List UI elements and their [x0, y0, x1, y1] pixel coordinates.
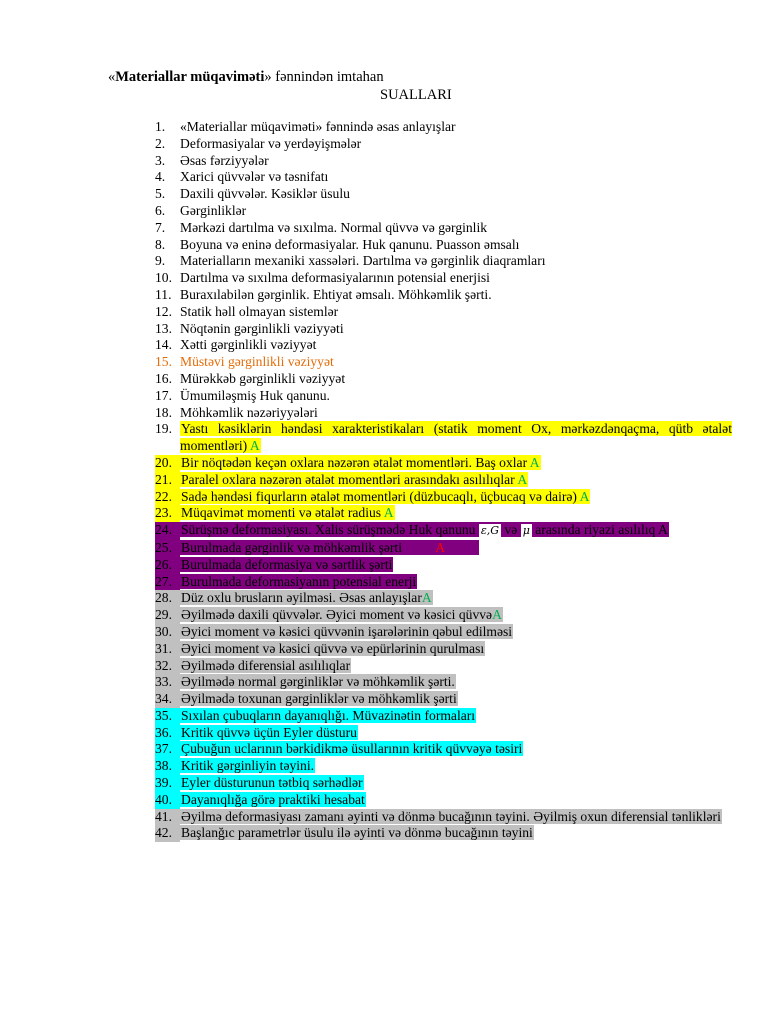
- question-text: Buraxılabilən gərginlik. Ehtiyat əmsalı. Möhkəmlik şərti.: [180, 286, 492, 302]
- question-number: 31.: [155, 641, 180, 658]
- question-text: Materialların mexaniki xassələri. Dartılma və gərginlik diaqramları: [180, 253, 546, 269]
- title-close-quote: »: [264, 69, 272, 85]
- question-number: 23.: [155, 505, 180, 522]
- question-item-10: [155, 270, 732, 287]
- question-item-16: [155, 371, 732, 388]
- question-item-13: [155, 321, 732, 338]
- question-item-20: [155, 455, 732, 472]
- question-text: Mərkəzi dartılma və sıxılma. Normal qüvvə və gərginlik: [180, 219, 488, 235]
- question-item-33: [155, 674, 732, 691]
- question-text: Dartılma və sıxılma deformasiyalarının potensial enerjisi: [180, 270, 490, 286]
- question-number: 34.: [155, 691, 180, 708]
- question-number: 6.: [155, 202, 166, 218]
- question-number: 30.: [155, 624, 180, 641]
- question-number: 33.: [155, 674, 180, 691]
- question-text: Gərginliklər: [180, 202, 247, 218]
- question-text: Əyilmədə toxunan gərginliklər və möhkəmlik şərti: [181, 691, 457, 707]
- question-number: 14.: [155, 337, 172, 353]
- question-text: «Materiallar müqaviməti» fənnində əsas anlayışlar: [180, 119, 456, 134]
- highlighted-question-text: [180, 421, 732, 453]
- question-number: 5.: [155, 186, 166, 202]
- question-number: 35.: [155, 708, 180, 725]
- question-item-19: [155, 421, 732, 455]
- answer-mark-a: A: [421, 590, 432, 606]
- highlighted-question-text: [180, 489, 590, 504]
- question-text: Müstəvi gərginlikli vəziyyət: [180, 354, 334, 370]
- question-number: 21.: [155, 472, 180, 489]
- question-number: 16.: [155, 370, 172, 386]
- question-text: Əyilmədə daxili qüvvələr. Əyici moment və kəsici qüvvə: [181, 607, 493, 623]
- question-text: Başlanğıc parametrlər üsulu ilə əyinti və dönmə bucağının təyini: [181, 825, 533, 841]
- question-number: 37.: [155, 741, 180, 758]
- question-item-15: [155, 354, 732, 371]
- question-number: 28.: [155, 590, 180, 607]
- question-list: [155, 119, 732, 842]
- question-item-26: [155, 557, 732, 574]
- question-item-25: [155, 540, 732, 557]
- question-text: Əsas fərziyyələr: [180, 152, 269, 168]
- question-item-14: [155, 337, 732, 354]
- question-number: 29.: [155, 607, 180, 624]
- question-number: 22.: [155, 489, 180, 506]
- question-item-21: [155, 472, 732, 489]
- question-text: Çubuğun uclarının bərkidikmə üsullarının kritik qüvvəyə təsiri: [181, 741, 523, 757]
- question-item-7: [155, 220, 732, 237]
- question-number: 9.: [155, 253, 166, 269]
- question-number: 39.: [155, 775, 180, 792]
- highlighted-question-text: [180, 522, 669, 537]
- question-text: Deformasiyalar və yerdəyişmələr: [180, 135, 362, 151]
- question-number: 4.: [155, 169, 166, 185]
- question-text: Nöqtənin gərginlikli vəziyyəti: [180, 320, 344, 336]
- question-item-2: [155, 136, 732, 153]
- question-text: Kritik gərginliyin təyini.: [181, 758, 315, 774]
- answer-mark-a: A: [383, 505, 394, 521]
- answer-mark-a: A: [529, 454, 540, 470]
- question-item-35: [155, 708, 732, 725]
- answer-mark-a: A: [492, 607, 502, 623]
- question-text: Sadə həndəsi fiqurların ətalət momentləri (düzbucaqlı, üçbucaq və dairə): [181, 488, 580, 504]
- question-text: Əyilmədə normal gərginliklər və möhkəmlik şərti.: [181, 674, 455, 690]
- question-item-12: [155, 304, 732, 321]
- question-item-1: [155, 119, 732, 136]
- question-text: Daxili qüvvələr. Kəsiklər üsulu: [180, 186, 350, 202]
- answer-mark-a: A: [579, 488, 590, 504]
- question-item-41: [155, 809, 732, 826]
- formula-epsilon-g: ε,G: [480, 524, 500, 538]
- question-item-37: [155, 741, 732, 758]
- title-bold: Materiallar müqaviməti: [115, 69, 265, 85]
- question-number: 3.: [155, 152, 166, 168]
- question-text: Burulmada gərginlik və möhkəmlik şərti: [181, 539, 436, 555]
- question-text: Sürüşmə deformasiyası. Xalis sürüşmədə Huk qanunu: [181, 522, 479, 538]
- question-text: Xarici qüvvələr və təsnifatı: [180, 169, 329, 185]
- question-number: 2.: [155, 135, 166, 151]
- question-item-28: [155, 590, 732, 607]
- title-open-quote: «: [108, 69, 116, 85]
- question-text: Dayanıqlığa görə praktiki hesabat: [181, 791, 365, 807]
- question-number: 19.: [155, 421, 172, 437]
- question-number: 27.: [155, 574, 180, 591]
- question-number: 40.: [155, 792, 180, 809]
- question-text: Paralel oxlara nəzərən ətalət momentləri arasındakı asılılıqlar: [181, 471, 518, 487]
- question-number: 18.: [155, 404, 172, 420]
- highlighted-question-text: [180, 455, 541, 470]
- question-item-31: [155, 641, 732, 658]
- question-number: 15.: [155, 354, 172, 370]
- question-text: Müqavimət momenti və ətalət radius: [181, 505, 384, 521]
- question-number: 32.: [155, 658, 180, 675]
- question-text: Burulmada deformasiya və sərtlik şərti: [181, 556, 393, 572]
- question-number: 25.: [155, 540, 180, 557]
- question-number: 13.: [155, 320, 172, 336]
- question-number: 42.: [155, 825, 180, 842]
- highlighted-question-text: [180, 505, 395, 520]
- question-item-30: [155, 624, 732, 641]
- question-text: Əyici moment və kəsici qüvvə və epürlərinin qurulması: [181, 640, 485, 656]
- question-item-5: [155, 186, 732, 203]
- question-text: Xətti gərginlikli vəziyyət: [180, 337, 317, 353]
- document-subtitle: SUALLARI: [380, 87, 452, 103]
- question-item-3: [155, 153, 732, 170]
- question-text: Eyler düsturunun tətbiq sərhədlər: [181, 775, 363, 791]
- question-item-32: [155, 658, 732, 675]
- question-text: Sıxılan çubuqların dayanıqlığı. Müvazinətin formaları: [181, 707, 476, 723]
- question-item-27: [155, 574, 732, 591]
- question-text: Möhkəmlik nəzəriyyələri: [180, 404, 318, 420]
- answer-mark-a: A: [249, 438, 260, 454]
- question-item-22: [155, 489, 732, 506]
- question-item-17: [155, 388, 732, 405]
- highlighted-question-text: [180, 607, 503, 622]
- question-number: 41.: [155, 809, 180, 826]
- question-item-6: [155, 203, 732, 220]
- question-text: Statik həll olmayan sistemlər: [180, 303, 339, 319]
- question-text: Yastı kəsiklərin həndəsi xarakteristikaları (statik moment Ox, mərkəzdənqaçma, qütb ətalət momentləri): [180, 421, 732, 454]
- question-item-4: [155, 169, 732, 186]
- question-number: 36.: [155, 725, 180, 742]
- question-number: 11.: [155, 286, 172, 302]
- question-text: Mürəkkəb gərginlikli vəziyyət: [180, 370, 346, 386]
- answer-mark-a: A: [435, 539, 445, 555]
- question-number: 17.: [155, 387, 172, 403]
- question-text: Kritik qüvvə üçün Eyler düsturu: [181, 724, 357, 740]
- formula-mu: μ: [522, 524, 530, 538]
- question-number: 8.: [155, 236, 166, 252]
- question-number: 26.: [155, 557, 180, 574]
- answer-mark-a: A: [517, 471, 528, 487]
- highlighted-question-text: [180, 540, 479, 555]
- highlighted-question-text: [180, 472, 528, 487]
- question-text: Bir nöqtədən keçən oxlara nəzərən ətalət momentləri. Baş oxlar: [181, 454, 530, 470]
- question-item-39: [155, 775, 732, 792]
- question-text: Boyuna və eninə deformasiyalar. Huk qanunu. Puasson əmsalı: [180, 236, 520, 252]
- question-text-connector: və: [501, 522, 521, 538]
- question-item-36: [155, 725, 732, 742]
- question-text: Əyilmədə diferensial asılılıqlar: [181, 657, 351, 673]
- question-item-9: [155, 253, 732, 270]
- question-item-38: [155, 758, 732, 775]
- question-item-40: [155, 792, 732, 809]
- question-number: 1.: [155, 119, 166, 134]
- question-item-42: [155, 825, 732, 842]
- question-number: 10.: [155, 270, 172, 286]
- question-text: Əyici moment və kəsici qüvvənin işarələrinin qəbul edilməsi: [181, 623, 513, 639]
- question-number: 12.: [155, 303, 172, 319]
- question-text: Ümumiləşmiş Huk qanunu.: [180, 387, 330, 403]
- question-text-rest: arasında riyazi asılılıq: [531, 522, 658, 538]
- question-item-11: [155, 287, 732, 304]
- title-rest: fənnindən imtahan: [271, 69, 384, 85]
- question-item-8: [155, 237, 732, 254]
- question-number: 20.: [155, 455, 180, 472]
- question-item-18: [155, 405, 732, 422]
- question-item-24: [155, 522, 732, 540]
- question-number: 38.: [155, 758, 180, 775]
- question-text: Əyilmə deformasiyası zamanı əyinti və dönmə bucağının təyini. Əyilmiş oxun diferensial tənlikləri: [181, 808, 721, 824]
- question-item-23: [155, 505, 732, 522]
- question-item-34: [155, 691, 732, 708]
- question-text: Burulmada deformasiyanın potensial enerji: [181, 573, 417, 589]
- document-title: [108, 68, 384, 86]
- question-item-29: [155, 607, 732, 624]
- question-number: 24.: [155, 522, 180, 540]
- question-number: 7.: [155, 219, 166, 235]
- highlighted-question-text: [180, 590, 433, 605]
- answer-mark-a: A: [657, 522, 668, 538]
- question-text: Düz oxlu brusların əyilməsi. Əsas anlayışlar: [181, 590, 422, 606]
